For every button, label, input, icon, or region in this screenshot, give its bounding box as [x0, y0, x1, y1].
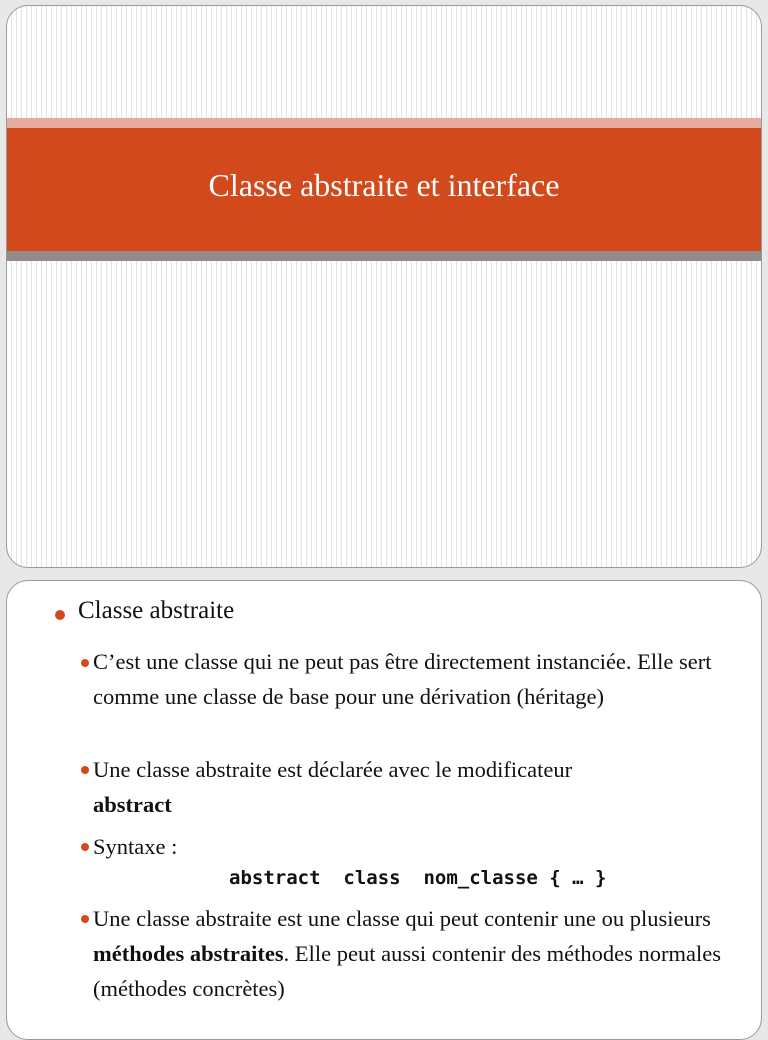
bullet-text: Syntaxe : — [93, 834, 178, 859]
bullet-icon — [81, 843, 89, 851]
title-band-top-stripe — [7, 118, 761, 128]
content-slide — [6, 580, 762, 1040]
bullet-text: C’est une classe qui ne peut pas être directement instanciée. Elle sert comme une classe de base pour une dérivation (héritage) — [93, 649, 712, 709]
bullet-item — [93, 752, 757, 822]
bullet-icon — [81, 659, 89, 667]
bullet-icon — [81, 766, 89, 774]
bullet-text-part: Une classe abstraite est une classe qui peut contenir une ou plusieurs — [93, 906, 711, 931]
code-syntax: abstract class nom_classe { … } — [229, 867, 607, 889]
bullet-item — [93, 901, 757, 1006]
bullet-icon — [55, 610, 65, 620]
bullet-text-part: . Elle peut aussi contenir des méthodes normales (méthodes concrètes) — [93, 941, 721, 1001]
bullet-bold-keyword: abstract — [93, 792, 172, 817]
bullet-item — [93, 644, 757, 714]
bullet-text — [93, 901, 757, 1006]
bullet-bold-keyword: méthodes abstraites — [93, 941, 284, 966]
bullet-icon — [81, 915, 89, 923]
title-band — [7, 128, 761, 251]
section-heading: Classe abstraite — [78, 597, 235, 624]
slide-title: Classe abstraite et interface — [208, 167, 560, 203]
bullet-item — [93, 829, 757, 864]
bullet-text — [93, 752, 757, 822]
title-slide — [6, 5, 762, 568]
title-band-bottom-stripe — [7, 251, 761, 261]
bullet-text-part: Une classe abstraite est déclarée avec le modificateur — [93, 757, 573, 782]
